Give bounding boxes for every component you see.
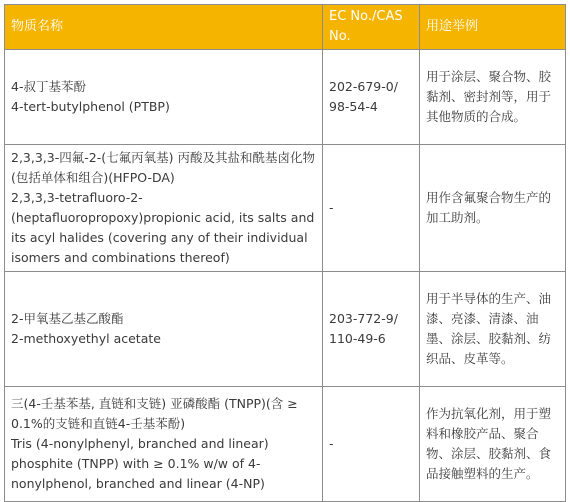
use-cell: 作为抗氧化剂，用于塑料和橡胶产品、聚合物、涂层、胶黏剂、食品接触塑料的生产。 [420,387,566,502]
table-body [5,50,566,502]
svhc-table [4,4,566,502]
use-cell: 用作含氟聚合物生产的加工助剂。 [420,145,566,272]
substance-name-cell [5,272,323,387]
header-row [5,5,566,50]
header-use-examples: 用途举例 [420,5,566,50]
substance-name-en: 2-methoxyethyl acetate [11,331,161,346]
table-row [5,50,566,145]
substance-name-cell [5,50,323,145]
substance-name-en: 4-tert-butylphenol (PTBP) [11,99,170,114]
table-row [5,387,566,502]
table-header [5,5,566,50]
ec-cas-cell: 203-772-9/ 110-49-6 [323,272,420,387]
substance-name-cn: 三(4-壬基苯基, 直链和支链) 亚磷酸酯 (TNPP)(含 ≥ 0.1%的支链和直链4-壬基苯酚) [11,396,298,431]
substance-name-cn: 2-甲氧基乙基乙酸酯 [11,311,124,326]
ec-cas-cell: - [323,145,420,272]
substance-name-cn: 4-叔丁基苯酚 [11,79,86,94]
header-substance-name: 物质名称 [5,5,323,50]
table-row [5,145,566,272]
substance-name-cell [5,387,323,502]
use-cell: 用于半导体的生产、油漆、亮漆、清漆、油墨、涂层、胶黏剂、纺织品、皮革等。 [420,272,566,387]
header-ec-cas: EC No./CAS No. [323,5,420,50]
substance-name-en: Tris (4-nonylphenyl, branched and linear) phosphite (TNPP) with ≥ 0.1% w/w of 4-nonylphenol, branched and linear (4-NP) [11,436,269,491]
substance-name-cell [5,145,323,272]
ec-cas-cell: 202-679-0/ 98-54-4 [323,50,420,145]
ec-cas-cell: - [323,387,420,502]
use-cell: 用于涂层、聚合物、胶黏剂、密封剂等，用于其他物质的合成。 [420,50,566,145]
substance-name-cn: 2,3,3,3-四氟-2-(七氟丙氧基) 丙酸及其盐和酰基卤化物(包括单体和组合)(HFPO-DA) [11,150,315,185]
substance-name-en: 2,3,3,3-tetrafluoro-2-(heptafluoropropoxy)propionic acid, its salts and its acyl halides (covering any of their individual isomers and combinations thereof) [11,190,315,265]
table-row [5,272,566,387]
